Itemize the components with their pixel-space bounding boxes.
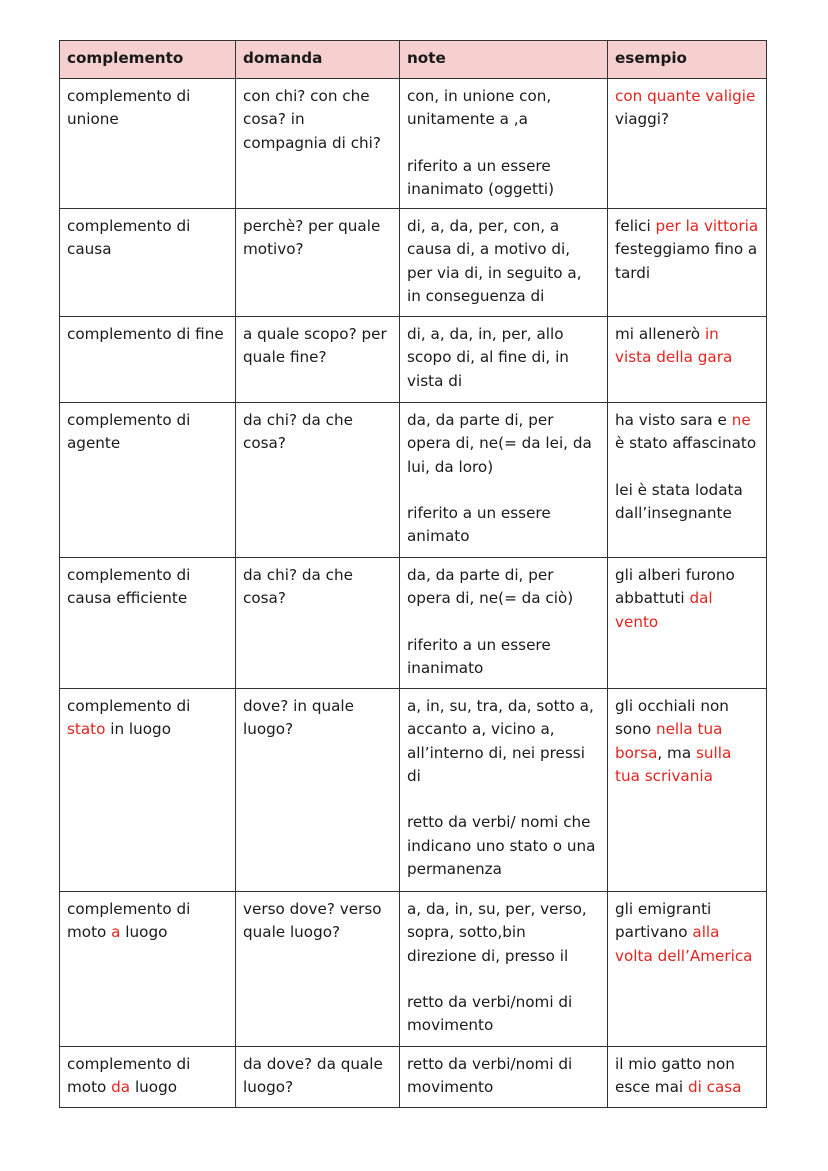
highlighted-text: di casa — [687, 1078, 742, 1097]
cell-note — [400, 892, 608, 1047]
text-segment: festeggiamo fino a tardi — [615, 240, 758, 282]
cell-domanda: da chi? da che cosa? — [236, 558, 400, 689]
text-segment: complemento di — [67, 697, 191, 715]
note-paragraph: di, a, da, per, con, a causa di, a motivo di, per via di, in seguito a, in conseguenza di — [407, 217, 582, 305]
paragraph-gap — [407, 968, 600, 991]
highlighted-text: dal vento — [615, 589, 713, 631]
grammar-table — [59, 40, 767, 1108]
text-segment: , ma — [657, 743, 696, 762]
text-segment: complemento di fine — [67, 325, 224, 343]
table-row — [60, 317, 767, 403]
header-row — [60, 41, 767, 79]
table-row — [60, 79, 767, 209]
text-segment: mi allenerò — [615, 325, 705, 343]
highlighted-text: da — [111, 1078, 131, 1097]
text-segment: in luogo — [105, 720, 171, 739]
note-paragraph: riferito a un essere inanimato — [407, 635, 551, 678]
example-paragraph — [615, 409, 759, 456]
text-segment: luogo — [120, 923, 168, 942]
table-row — [60, 689, 767, 892]
example-paragraph — [615, 479, 759, 526]
example-paragraph — [615, 85, 759, 132]
highlighted-text: nella tua borsa — [615, 720, 723, 762]
text-segment: felici — [615, 217, 656, 235]
header-note: note — [400, 41, 608, 79]
paragraph-gap — [407, 479, 600, 502]
note-paragraph: retto da verbi/nomi di movimento — [407, 1055, 573, 1097]
cell-note — [400, 317, 608, 403]
cell-note — [400, 689, 608, 892]
header-complemento: complemento — [60, 41, 236, 79]
paragraph-gap — [407, 132, 600, 155]
text-segment: complemento di moto — [67, 1055, 191, 1097]
text-segment: lei è stata lodata dall’insegnante — [615, 480, 743, 523]
example-paragraph — [615, 564, 759, 634]
cell-domanda: da chi? da che cosa? — [236, 403, 400, 558]
note-paragraph: da, da parte di, per opera di, ne(= da ciò) — [407, 566, 574, 608]
table-row — [60, 892, 767, 1047]
cell-note — [400, 1047, 608, 1108]
table-row — [60, 403, 767, 558]
cell-esempio — [608, 1047, 767, 1108]
highlighted-text: a — [111, 923, 121, 942]
cell-note — [400, 79, 608, 209]
text-segment: viaggi? — [615, 110, 670, 129]
cell-complemento — [60, 317, 236, 403]
cell-domanda: con chi? con che cosa? in compagnia di chi? — [236, 79, 400, 209]
text-segment: complemento di causa efficiente — [67, 566, 191, 608]
note-paragraph: riferito a un essere inanimato (oggetti) — [407, 156, 555, 199]
cell-complemento — [60, 558, 236, 689]
table-row — [60, 558, 767, 689]
table-row — [60, 1047, 767, 1108]
header-domanda: domanda — [236, 41, 400, 79]
paragraph-gap — [407, 788, 600, 811]
text-segment: il mio gatto non esce mai — [615, 1055, 735, 1097]
cell-complemento — [60, 892, 236, 1047]
highlighted-text: in vista della gara — [615, 325, 733, 367]
example-paragraph — [615, 1053, 759, 1100]
note-paragraph: retto da verbi/ nomi che indicano uno stato o una permanenza — [407, 813, 596, 879]
cell-domanda: da dove? da quale luogo? — [236, 1047, 400, 1108]
paragraph-gap — [615, 456, 759, 479]
note-paragraph: riferito a un essere animato — [407, 504, 551, 546]
highlighted-text: alla volta dell’America — [615, 923, 753, 965]
cell-domanda: perchè? per quale motivo? — [236, 209, 400, 317]
text-segment: gli occhiali non sono — [615, 697, 729, 739]
note-paragraph: con, in unione con, unitamente a ,a — [407, 87, 552, 129]
header-esempio: esempio — [608, 41, 767, 79]
note-paragraph: di, a, da, in, per, allo scopo di, al fine di, in vista di — [407, 325, 569, 390]
text-segment: complemento di unione — [67, 87, 191, 129]
highlighted-text: stato — [67, 720, 106, 739]
cell-note — [400, 558, 608, 689]
example-paragraph — [615, 695, 759, 788]
cell-domanda: dove? in quale luogo? — [236, 689, 400, 892]
highlighted-text: per la vittoria — [655, 217, 759, 235]
cell-complemento — [60, 1047, 236, 1108]
text-segment: complemento di moto — [67, 900, 191, 942]
text-segment: ha visto sara e — [615, 411, 732, 429]
cell-esempio — [608, 558, 767, 689]
example-paragraph — [615, 323, 759, 370]
note-paragraph: retto da verbi/nomi di movimento — [407, 993, 573, 1035]
text-segment: complemento di agente — [67, 411, 191, 453]
highlighted-text: con quante valigie — [615, 87, 756, 105]
text-segment: gli alberi furono abbattuti — [615, 566, 735, 608]
cell-complemento — [60, 79, 236, 209]
text-segment: luogo — [130, 1078, 178, 1097]
example-paragraph — [615, 898, 759, 968]
cell-complemento — [60, 209, 236, 317]
note-paragraph: a, da, in, su, per, verso, sopra, sotto,bin direzione di, presso il — [407, 900, 587, 965]
note-paragraph: da, da parte di, per opera di, ne(= da lei, da lui, da loro) — [407, 411, 592, 476]
text-segment: è stato affascinato — [615, 434, 757, 453]
cell-esempio — [608, 317, 767, 403]
cell-note — [400, 209, 608, 317]
text-segment: gli emigranti partivano — [615, 900, 712, 942]
cell-complemento — [60, 689, 236, 892]
text-segment: complemento di causa — [67, 217, 191, 259]
cell-esempio — [608, 209, 767, 317]
cell-note — [400, 403, 608, 558]
highlighted-text: ne — [731, 411, 751, 429]
note-paragraph: a, in, su, tra, da, sotto a, accanto a, vicino a, all’interno di, nei pressi di — [407, 697, 594, 785]
cell-esempio — [608, 689, 767, 892]
cell-complemento — [60, 403, 236, 558]
paragraph-gap — [407, 611, 600, 634]
table-row — [60, 209, 767, 317]
cell-esempio — [608, 892, 767, 1047]
cell-domanda: verso dove? verso quale luogo? — [236, 892, 400, 1047]
cell-esempio — [608, 79, 767, 209]
cell-domanda: a quale scopo? per quale fine? — [236, 317, 400, 403]
cell-esempio — [608, 403, 767, 558]
highlighted-text: sulla tua scrivania — [615, 743, 732, 785]
example-paragraph — [615, 215, 759, 285]
